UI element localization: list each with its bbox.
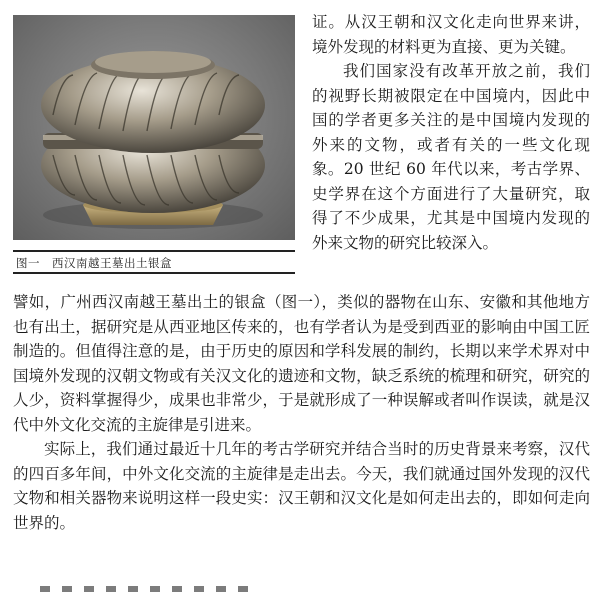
cut-off-text-line xyxy=(40,586,260,592)
caption-top-rule xyxy=(13,250,295,252)
figure-caption-text: 西汉南越王墓出土银盒 xyxy=(52,256,172,270)
paragraph: 譬如，广州西汉南越王墓出土的银盒（图一），类似的器物在山东、安徽和其他地方也有出土，据研究是从西亚地区传来的，也有学者认为是受到西亚的影响由中国工匠制造的。但值得注意的是，由于历史的原因和学科发展的制约，长期以来学术界对中国境外发现的汉朝文物或有关汉文化的遗迹和文物，缺乏系统的梳理和研究，研究的人少，资料掌握得少，成果也非常少，于是就形成了一种误解或者叫作误读，就是汉代中外文化交流的主旋律是引进来。 xyxy=(13,293,590,434)
figure-image xyxy=(13,15,295,240)
caption-bottom-rule xyxy=(13,272,295,274)
paragraph: 实际上，我们通过最近十几年的考古学研究并结合当时的历史背景来考察，汉代的四百多年间，中外文化交流的主旋律是走出去。今天，我们就通过国外发现的汉代文物和相关器物来说明这样一段史实：汉王朝和汉文化是如何走出去的，即如何走向世界的。 xyxy=(13,440,590,532)
right-column-text xyxy=(312,10,590,255)
figure-caption xyxy=(16,255,172,271)
full-width-text xyxy=(13,290,590,535)
silver-box-illustration xyxy=(13,15,295,240)
paragraph: 证。从汉王朝和汉文化走向世界来讲，境外发现的材料更为直接、更为关键。 xyxy=(312,13,590,56)
figure-label: 图一 xyxy=(16,256,40,270)
paragraph: 我们国家没有改革开放之前，我们的视野长期被限定在中国境内，因此中国的学者更多关注的是中国境内发现的外来的文物，或者有关的一些文化现象。20 世纪 60 年代以来，考古学界、史学界在这个方面进行了大量研究，取得了不少成果，尤其是中国境内发现的外来文物的研究比较深入。 xyxy=(312,62,590,252)
